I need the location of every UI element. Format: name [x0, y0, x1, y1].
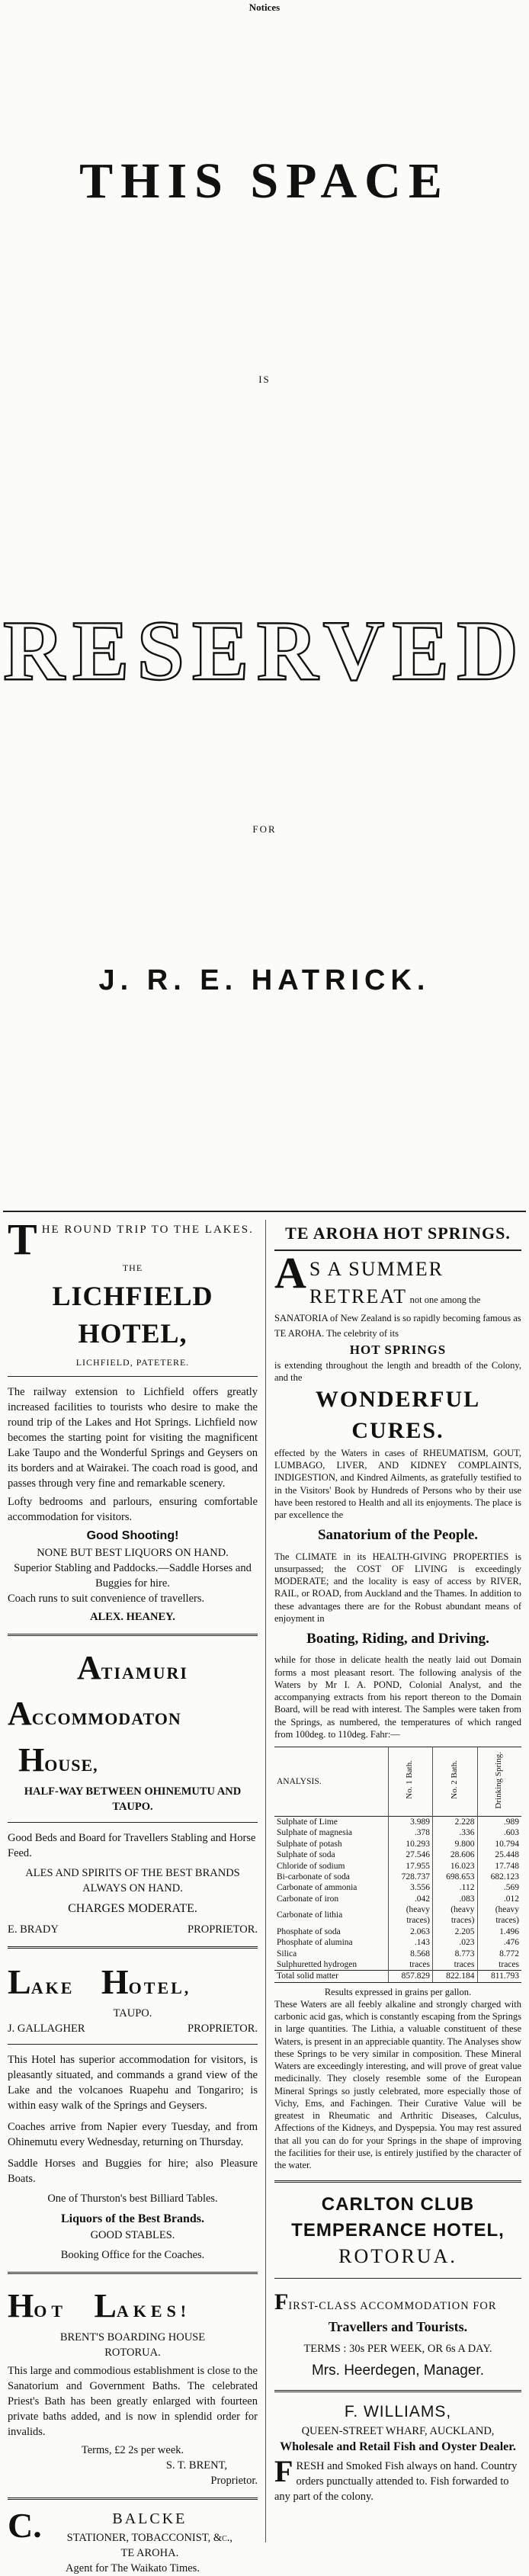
table-row [274, 1872, 521, 1882]
carlton-club-advert [274, 2192, 521, 2381]
atiamuri-line [8, 1645, 258, 1692]
advert-separator [8, 1634, 258, 1636]
divider [8, 1822, 258, 1823]
row-label: Chloride of sodium [277, 1861, 345, 1871]
divider [8, 2044, 258, 2045]
shooting-note: Good Shooting! [86, 1529, 179, 1543]
analysis-intro: while for those in delicate health the neatly laid out Domain forms a most pleasant resort. The following analysis of the Waters by Mr I. A. POND, Colonial Analyst, and the accompanying extracts from his report thereon to the Domain Board, will be read with interest. The Samples were taken from the Springs, as numbered, the temperatures of which ranged from 100deg. to 110deg. Fahr:— [274, 1654, 521, 1740]
table-header-row [274, 1747, 521, 1817]
te-aroha-advert [274, 1248, 521, 2171]
capital-letter: L [94, 2287, 117, 2325]
row-value: 682.123 [477, 1872, 521, 1882]
place: TE AROHA. [120, 2546, 179, 2559]
advert-separator [274, 2180, 521, 2183]
row-value: .083 [433, 1894, 477, 1904]
agent-note: Agent for The Waikato Times. [66, 2562, 200, 2574]
table-row [274, 1949, 521, 1959]
saddle-horses-note: Saddle Horses and Buggies for hire; also Pleasure Boats. [8, 2157, 258, 2186]
row-value: 8.568 [388, 1949, 432, 1959]
capital-letter: C. [8, 2506, 42, 2546]
proprietor-role: PROPRIETOR. [188, 2023, 258, 2035]
row-value: .378 [388, 1827, 432, 1838]
balcke-heading [8, 2506, 258, 2561]
liquors-note: NONE BUT BEST LIQUORS ON HAND. [37, 1546, 229, 1559]
place: ROTORUA. [104, 2347, 161, 2359]
capital-letter: A [8, 1695, 32, 1733]
dropcap: A [274, 1248, 306, 1298]
manager-name: Mrs. Heerdegen, Manager. [311, 2362, 484, 2379]
lead-text: S A SUMMER RETREAT [309, 1258, 444, 1308]
divider [274, 2278, 521, 2279]
row-value: 8.772 [477, 1949, 521, 1959]
hotel-description: The railway extension to Lichfield offers greatly increased facilities to tourists who desire to make the round trip of the Lakes and Hot Springs. Lichfield now becomes the starting point for visiting the magnificent Lake Taupo and the Wonderful Springs and Geysers on its borders and at Wairakei. The coach road is good, and passes through very fine and remarkable scenery. [8, 1386, 258, 1490]
lichfield-hotel-advert [8, 1214, 258, 1625]
advert-separator [274, 2390, 521, 2392]
row-value: 3.989 [388, 1817, 432, 1828]
liquors-note: Liquors of the Best Brands. [60, 2212, 205, 2226]
tagline-text: HE ROUND TRIP TO THE LAKES. [41, 1224, 254, 1236]
trade: STATIONER, TOBACCONIST, &c., [66, 2531, 233, 2544]
summer-retreat-lead [274, 1248, 521, 1341]
page-title: Notices [248, 2, 281, 13]
advert-separator [8, 1946, 258, 1949]
proprietor-line [8, 1922, 258, 1937]
hot-springs-heading: HOT SPRINGS [349, 1343, 447, 1358]
results-note: Results expressed in grains per gallon. [324, 1986, 472, 1997]
halfway-note: HALF-WAY BETWEEN OHINEMUTU AND TAUPO. [24, 1785, 242, 1813]
merchant-name: BALCKE [112, 2510, 188, 2528]
the-word: THE [122, 1262, 143, 1273]
capital-letter: L [8, 1962, 31, 2001]
williams-advert [274, 2401, 521, 2504]
row-value: .012 [477, 1894, 521, 1904]
row-value: 17.748 [477, 1861, 521, 1872]
row-value: 3.556 [388, 1882, 432, 1893]
atiamuri-advert [8, 1645, 258, 1937]
capital-letter: A [76, 1648, 101, 1686]
dropcap: F [274, 2453, 293, 2488]
column-header: No. 1 Bath. [388, 1747, 432, 1817]
hotel-rooms: Lofty bedrooms and parlours, ensuring comfortable accommodation for visitors. [8, 1496, 258, 1524]
row-value: .023 [433, 1937, 477, 1948]
sanatorium-heading: Sanatorium of the People. [317, 1527, 479, 1544]
table-row [274, 1827, 521, 1838]
merchant-name: F. WILLIAMS, [344, 2402, 452, 2420]
hotel-name: LICHFIELD HOTEL, [52, 1280, 213, 1349]
coach-schedule: Coaches arrive from Napier every Tuesday, and from Ohinemutu every Wednesday, returning on Thursday. [8, 2121, 258, 2149]
fish-text: RESH and Smoked Fish always on hand. Country orders punctually attended to. Fish forwarded to any part of the colony. [274, 2459, 518, 2503]
row-value: 16.023 [433, 1861, 477, 1872]
row-label: Bi-carbonate of soda [277, 1872, 350, 1881]
table-row [274, 1817, 521, 1828]
word-text: OT [34, 2302, 68, 2321]
hot-lakes-advert [8, 2283, 258, 2488]
ales-note: ALES AND SPIRITS OF THE BEST BRANDS ALWAYS ON HAND. [25, 1866, 240, 1894]
capital-letter: H [18, 1740, 45, 1779]
column-divider [265, 1220, 266, 2542]
hotel-location: LICHFIELD, PATETERE. [75, 1356, 190, 1368]
proprietor-role: PROPRIETOR. [188, 1923, 258, 1936]
cures-text: effected by the Waters in cases of RHEUMATISM, GOUT, LUMBAGO, LIVER, AND KIDNEY COMPLAINTS, INDIGESTION, and Kindred Ailments, as gratefully testified to in the Visitors' Book by Hundreds of Persons who by their use have been restored to Health and all its enjoyments. The place is par excellence the [274, 1447, 521, 1521]
boarding-house-name: BRENT'S BOARDING HOUSE [59, 2331, 206, 2344]
row-label: Sulphate of Lime [277, 1817, 338, 1827]
advert-separator [8, 2497, 258, 2500]
balcke-name-block [42, 2509, 258, 2561]
table-row [274, 1894, 521, 1904]
reserved-heading: RESERVED [3, 604, 526, 698]
word-text: OTEL, [128, 1978, 191, 1997]
lake-hotel-advert [8, 1958, 258, 2263]
row-value: traces [433, 1959, 477, 1971]
is-word: IS [258, 374, 271, 385]
capital-letter: F [274, 2289, 289, 2315]
reserved-advert [0, 15, 529, 1212]
this-space-heading: THIS SPACE [79, 153, 450, 209]
row-label: Silica [277, 1949, 297, 1958]
row-value: 1.496 [477, 1926, 521, 1937]
row-value: traces [477, 1959, 521, 1971]
capital-letter: H [8, 2287, 34, 2325]
row-value: .569 [477, 1882, 521, 1893]
row-label: Carbonate of iron [277, 1894, 339, 1904]
row-value: .476 [477, 1937, 521, 1948]
page-divider [3, 1211, 526, 1212]
proprietor-role: Proprietor. [210, 2475, 258, 2488]
row-value: traces [388, 1959, 432, 1971]
row-label: Sulphate of magnesia [277, 1828, 353, 1838]
table-body [274, 1817, 521, 1983]
divider [8, 1376, 258, 1377]
dropcap: T [8, 1214, 39, 1264]
row-value: 27.546 [388, 1849, 432, 1860]
right-column [274, 1222, 521, 2504]
extending-text: is extending throughout the length and breadth of the Colony, and the [274, 1359, 521, 1383]
analysis-table [274, 1747, 521, 1983]
word-text: CCOMMODATON [31, 1709, 181, 1729]
row-label: Sulphate of soda [277, 1850, 335, 1860]
row-value: .989 [477, 1817, 521, 1828]
row-value: 10.794 [477, 1839, 521, 1849]
row-label: Total solid matter [274, 1971, 388, 1982]
table-row [274, 1904, 521, 1926]
round-trip-tagline [8, 1214, 258, 1264]
row-value: .042 [388, 1894, 432, 1904]
stables-note: GOOD STABLES. [90, 2229, 175, 2242]
terms-note: TERMS : 30s PER WEEK, OR 6s A DAY. [303, 2342, 492, 2355]
row-label: Carbonate of ammonia [277, 1883, 357, 1893]
row-value: .143 [388, 1937, 432, 1948]
row-value: .603 [477, 1827, 521, 1838]
conclusion-text: These Waters are all feebly alkaline and strongly charged with carbonic acid gas, which is constantly escaping from the Springs in large quantities. The Lithia, a valuable constituent of these Waters, is present in an appreciable quantity. The Analyses show these Springs to be very similar in composition. These Mineral Waters are exceedingly interesting, and will prove of great value medicinally. They closely resemble some of the European Mineral Springs so justly celebrated, more especially those of Vichy, Ems, and Fachingen. Their Curative Value will be greatest in Rheumatic and Arthritic Diseases, Calculus, Affections of the Kidneys, and Dyspepsia. You may rest assured that all you can do for your Springs in the shape of improving the facilities for their use, is entirely justified by the character of the water. [274, 1998, 521, 2171]
advertiser-name: J. R. E. HATRICK. [98, 964, 431, 996]
accommodation-line [274, 2286, 521, 2318]
row-value: 25.448 [477, 1849, 521, 1860]
row-value: 2.205 [433, 1926, 477, 1937]
carlton-hotel-name: CARLTON CLUB TEMPERANCE HOTEL, [291, 2194, 505, 2241]
table-row [274, 1839, 521, 1849]
intro-text: not one among the SANATORIA of New Zealand is so rapidly becoming famous as TE AROHA. The celebrity of its [274, 1294, 521, 1339]
table-row [274, 1937, 521, 1948]
table-total-row [274, 1971, 521, 1982]
te-aroha-heading: TE AROHA HOT SPRINGS. [274, 1222, 521, 1251]
house-description: This large and commodious establishment is close to the Sanatorium and Government Baths. The celebrated Priest's Bath has been greatly enlarged with fourteen private baths added, and is now in splendid order for invalids. [8, 2365, 258, 2439]
row-value: 857.829 [388, 1971, 432, 1982]
row-value: 10.293 [388, 1839, 432, 1849]
charges-note: CHARGES MODERATE. [68, 1901, 197, 1915]
place: ROTORUA. [338, 2244, 457, 2267]
beds-note: Good Beds and Board for Travellers Stabling and Horse Feed. [8, 1831, 256, 1859]
stabling-note: Superior Stabling and Paddocks.—Saddle Horses and Buggies for hire. [14, 1561, 252, 1590]
row-value: 2.063 [388, 1926, 432, 1937]
row-value: 17.955 [388, 1861, 432, 1872]
row-value: (heavy traces) [477, 1904, 521, 1926]
table-row [274, 1882, 521, 1893]
trade: Wholesale and Retail Fish and Oyster Dealer. [280, 2440, 516, 2453]
advert-separator [8, 2272, 258, 2274]
hotel-description: This Hotel has superior accommodation for visitors, is pleasantly situated, and commands a grand view of the Lake and the volcanoes Ruapehu and Tongariro; is within easy walk of the Springs and Geysers. [8, 2054, 258, 2112]
proprietor-name: J. GALLAGHER [8, 2023, 85, 2035]
row-value: (heavy traces) [433, 1904, 477, 1926]
row-label: Carbonate of lithia [277, 1910, 343, 1920]
word-text: AKE [30, 1978, 75, 1997]
row-value: .336 [433, 1827, 477, 1838]
capital-letter: H [101, 1962, 129, 2001]
address: QUEEN-STREET WHARF, AUCKLAND, [301, 2424, 495, 2437]
terms-note: Terms, £2 2s per week. [81, 2444, 184, 2457]
row-value: 9.800 [433, 1839, 477, 1849]
row-value: .112 [433, 1882, 477, 1893]
travellers-note: Travellers and Tourists. [328, 2318, 468, 2334]
place: TAUPO. [113, 2007, 152, 2020]
table-row [274, 1926, 521, 1937]
row-label: Sulphate of potash [277, 1839, 342, 1849]
booking-note: Booking Office for the Coaches. [60, 2249, 205, 2262]
billiard-note: One of Thurston's best Billiard Tables. [47, 2193, 218, 2205]
hot-lakes-heading [8, 2283, 258, 2330]
proprietor-line [8, 2021, 258, 2036]
word-text: OUSE, [44, 1755, 98, 1775]
proprietor-name: S. T. BRENT, [165, 2459, 227, 2472]
proprietor-name: E. BRADY [8, 1923, 59, 1936]
row-value: 28.606 [433, 1849, 477, 1860]
column-header: No. 2 Bath. [433, 1747, 477, 1817]
left-column [8, 1214, 258, 2576]
boating-heading: Boating, Riding, and Driving. [306, 1631, 489, 1647]
column-header: Drinking Spring. [477, 1747, 521, 1817]
row-value: 2.228 [433, 1817, 477, 1828]
row-value: (heavy traces) [388, 1904, 432, 1926]
row-label: Phosphate of soda [277, 1926, 341, 1936]
row-label: Sulphuretted hydrogen [277, 1959, 357, 1969]
column-header: ANALYSIS. [277, 1776, 322, 1786]
accommodation-text: IRST-CLASS ACCOMMODATION FOR [288, 2299, 497, 2312]
wonderful-cures-heading: WONDERFUL CURES. [315, 1387, 481, 1444]
row-value: 728.737 [388, 1872, 432, 1882]
row-value: 811.793 [477, 1971, 521, 1982]
coach-note: Coach runs to suit convenience of travellers. [8, 1592, 205, 1605]
row-value: 698.653 [433, 1872, 477, 1882]
row-value: 8.773 [433, 1949, 477, 1959]
row-label: Phosphate of alumina [277, 1938, 353, 1948]
table-row [274, 1861, 521, 1872]
table-row [274, 1959, 521, 1971]
table-row [274, 1849, 521, 1860]
for-word: FOR [252, 823, 277, 835]
fish-description [274, 2453, 521, 2504]
proprietor-name: ALEX. HEANEY. [90, 1610, 175, 1623]
lake-hotel-heading [8, 1958, 258, 2006]
word-text: TIAMURI [101, 1663, 188, 1683]
word-text: AKES! [116, 2302, 191, 2321]
row-value: 822.184 [433, 1971, 477, 1982]
accommodation-house-line [8, 1691, 258, 1783]
climate-text: The CLIMATE in its HEALTH-GIVING PROPERTIES is unsurpassed; the COST OF LIVING is exceedingly MODERATE; and the locality is easy of access by RIVER, RAIL, or ROAD, from Auckland and the Thames. In addition to these advantages there are for the Robust abundant means of enjoyment in [274, 1551, 521, 1624]
